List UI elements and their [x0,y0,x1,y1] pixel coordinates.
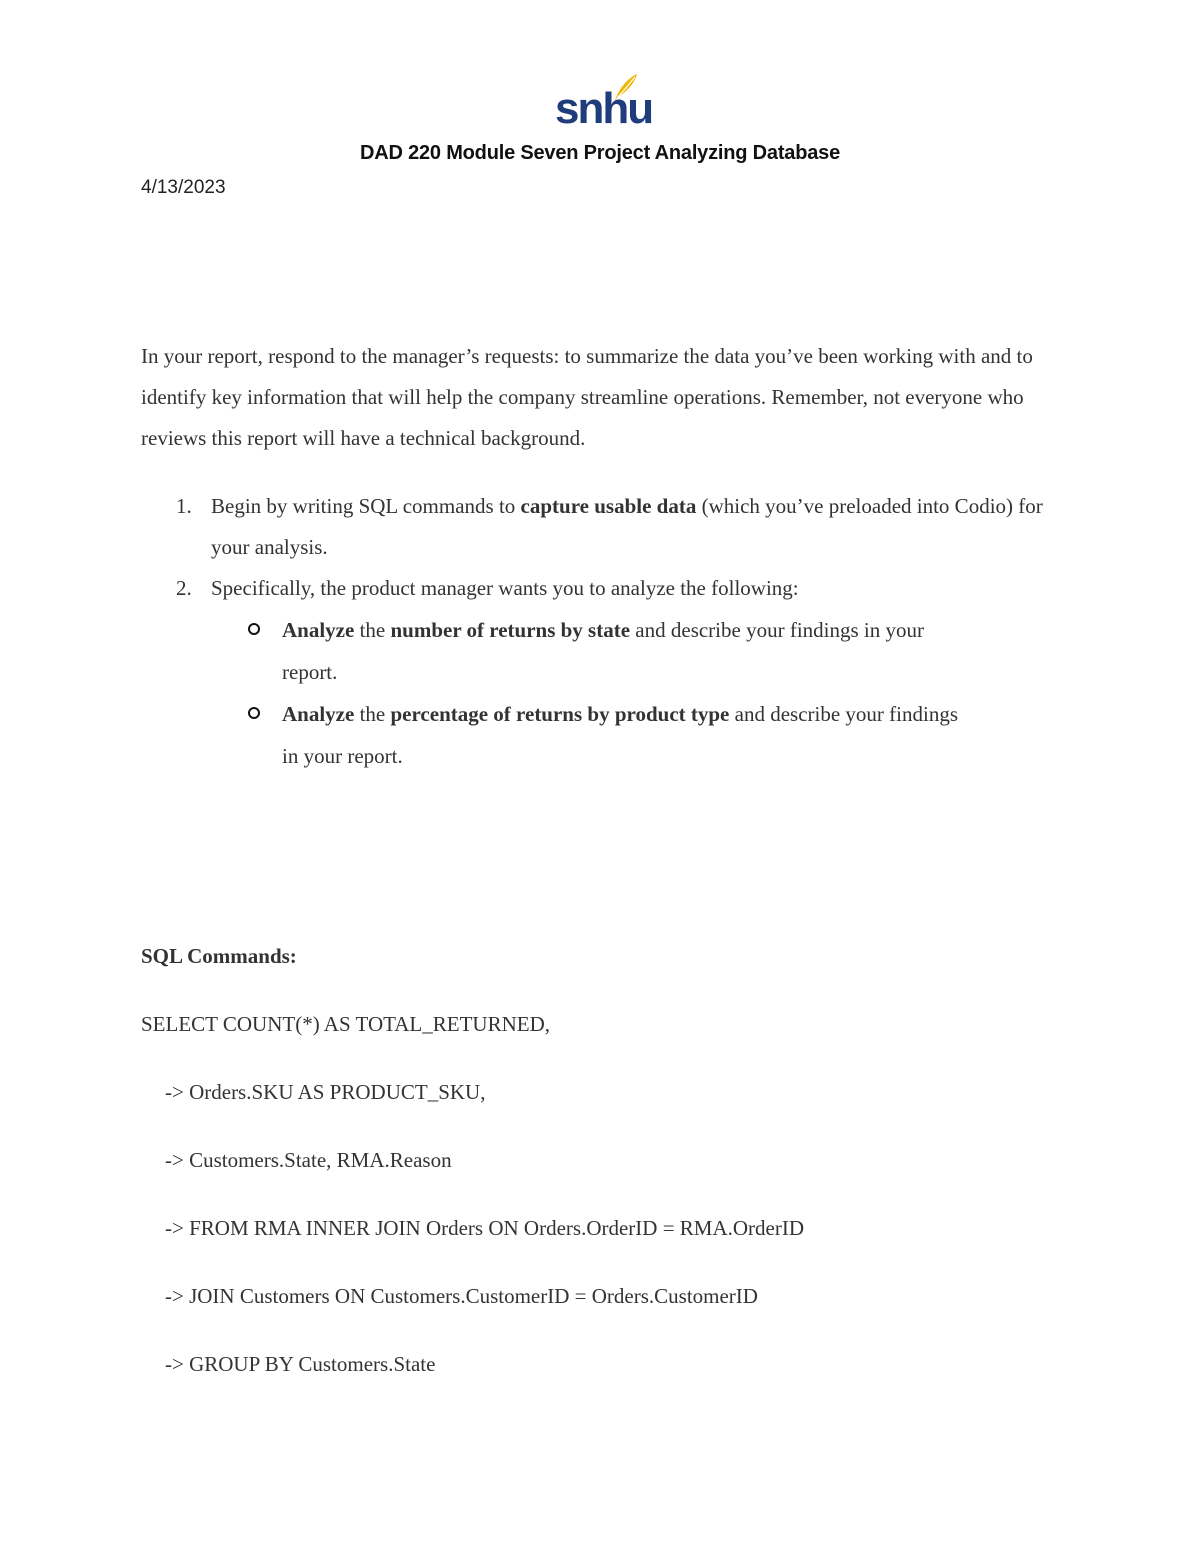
step-text-post: (which you’ve preloaded into Codio) for your analysis. [211,494,1043,559]
sub-item-text-mid: the [354,702,391,726]
instruction-list [141,486,1061,777]
sql-line: -> GROUP BY Customers.State [165,1352,436,1376]
sub-item-text-post: and describe your findings in your report. [282,702,959,768]
sql-heading: SQL Commands: [141,944,297,968]
sub-item-bold-verb: Analyze [282,618,355,642]
intro-text: In your report, respond to the manager’s requests: to summarize the data you’ve been working with and to identify key information that will help the company streamline operations. Remember, not everyone who reviews this report will have a technical background. [141,344,1033,450]
logo-wordmark: snhu [555,84,653,133]
step-text: Specifically, the product manager wants you to analyze the following: [211,576,799,600]
step-text-bold: capture usable data [520,494,697,518]
sql-line: -> JOIN Customers ON Customers.CustomerID = Orders.CustomerID [165,1284,758,1308]
circle-bullet-icon [248,623,260,635]
list-item [141,568,1061,777]
list-number: 1. [176,494,192,518]
sql-line: -> Orders.SKU AS PRODUCT_SKU, [165,1080,486,1104]
sub-item-text-post: and describe your findings in your report. [282,618,924,684]
document-title: DAD 220 Module Seven Project Analyzing Database [359,142,840,164]
list-item [141,486,1061,568]
sub-item-text-mid: the [354,618,391,642]
sql-line: -> Customers.State, RMA.Reason [165,1148,452,1172]
sub-item-bold-topic: percentage of returns by product type [390,702,730,726]
snhu-logo [555,72,653,134]
sub-item-bold-topic: number of returns by state [390,618,631,642]
sub-list-item [211,609,972,693]
document-date: 4/13/2023 [141,177,226,198]
list-number: 2. [176,576,192,600]
intro-paragraph [141,336,1061,459]
sub-list-item [211,693,972,777]
sub-list [211,609,1061,777]
sub-item-bold-verb: Analyze [282,702,355,726]
sql-line: -> FROM RMA INNER JOIN Orders ON Orders.OrderID = RMA.OrderID [165,1216,805,1240]
circle-bullet-icon [248,707,260,719]
sql-line: SELECT COUNT(*) AS TOTAL_RETURNED, [141,1012,550,1036]
step-text-pre: Begin by writing SQL commands to [211,494,521,518]
